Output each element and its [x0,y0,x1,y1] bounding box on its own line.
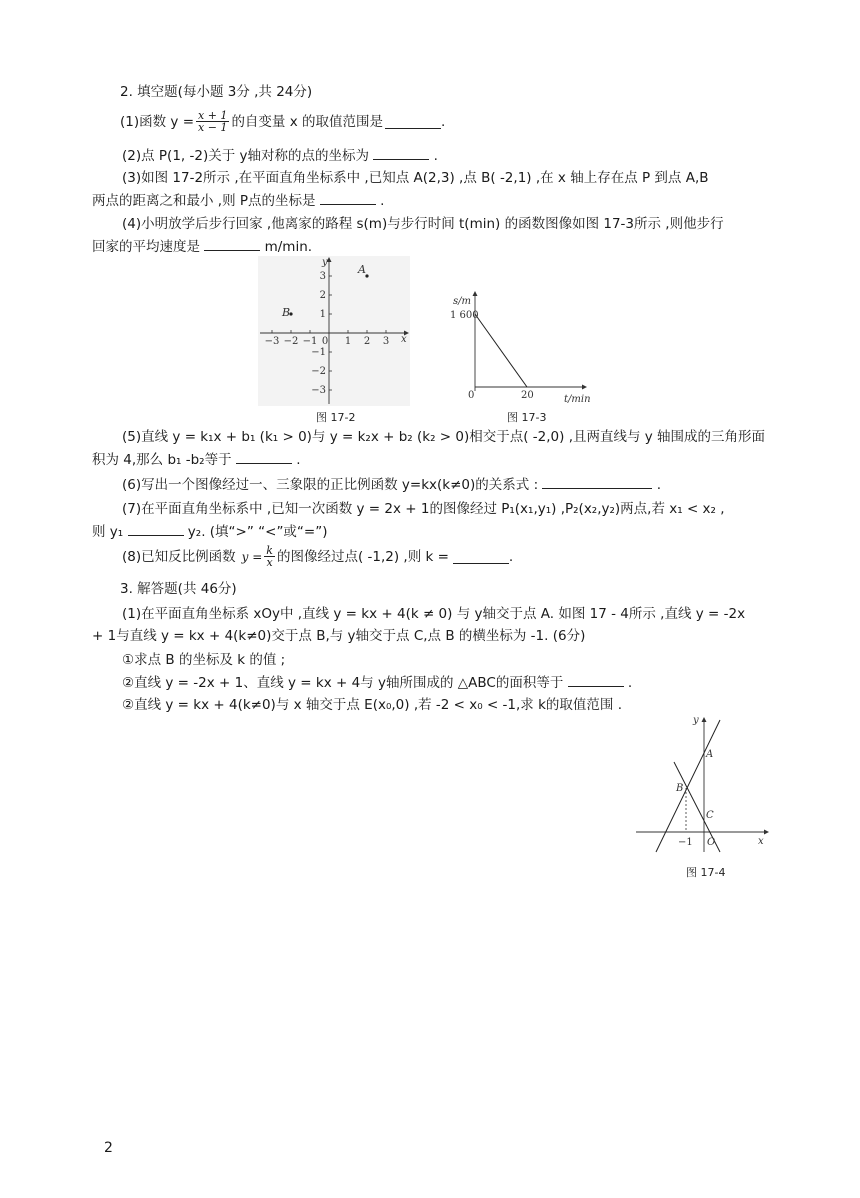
q3-answer-blank[interactable] [320,191,376,205]
question-2-1 [120,110,445,133]
fig2-x-tick: 3 [382,336,390,347]
q2-text: (2)点 P(1, -2)关于 y轴对称的点的坐标为 [122,148,370,164]
figure-17-3 [448,290,593,405]
fig4-x-arrow [764,830,769,835]
fig3-y-tick-label: 1 600 [450,310,479,321]
q6-text: (6)写出一个图像经过一、三象限的正比例函数 y=kx(k≠0)的关系式 : [122,477,539,493]
q1-end: . [441,113,446,130]
page-number: 2 [104,1140,113,1156]
q7-line2-suffix: y₂. (填“>” “<”或“=”) [187,524,328,540]
q3-line2-text: 两点的距离之和最小 ,则 P点的坐标是 [92,193,316,209]
fig4-point-c-label: C [706,810,714,821]
question-2-4-line1: (4)小明放学后步行回家 ,他离家的路程 s(m)与步行时间 t(min) 的函数图像如图 17-3所示 ,则他步行 [122,216,724,232]
q8-answer-blank[interactable] [453,550,509,564]
q1-fraction-denominator: x − 1 [198,121,228,134]
question-3-1-line2: + 1与直线 y = kx + 4(k≠0)交于点 B,与 y轴交于点 C,点 B 的横坐标为 -1. (6分) [92,628,586,644]
fig3-x-arrow [582,385,587,390]
q1-fraction-numerator: x + 1 [198,109,228,122]
q1-answer-blank[interactable] [385,115,441,129]
q4-line2-suffix: m/min. [264,239,313,255]
question-2-8 [122,545,513,568]
section-2-title: 2. 填空题(每小题 3分 ,共 24分) [120,84,313,100]
fig4-origin-label: O [707,837,716,848]
q4-answer-blank[interactable] [204,237,260,251]
q5-answer-blank[interactable] [236,450,292,464]
q8-prefix: (8)已知反比例函数 [122,548,236,565]
q6-answer-blank[interactable] [542,475,652,489]
question-3-1-part2 [122,673,632,692]
fig2-x-tick: −2 [283,336,299,347]
q8-fraction [264,545,275,568]
question-2-3-line1: (3)如图 17-2所示 ,在平面直角坐标系中 ,已知点 A(2,3) ,点 B( -2,1) ,在 x 轴上存在点 P 到点 A,B [122,170,709,186]
q6-end: . [656,477,662,493]
fig3-x-axis-label: t/min [564,394,591,405]
question-2-7-line1: (7)在平面直角坐标系中 ,已知一次函数 y = 2x + 1的图像经过 P₁(x₁,y₁) ,P₂(x₂,y₂)两点,若 x₁ < x₂ , [122,501,725,517]
fig3-y-axis-label: s/m [453,296,471,307]
fig2-y-axis-label: y [322,257,328,268]
fig3-origin-label: 0 [468,390,475,401]
q31-part2-text: ②直线 y = -2x + 1、直线 y = kx + 4与 y轴所围成的 △ABC的面积等于 [122,675,564,691]
question-2-3-line2 [92,191,384,210]
fig2-point-a-label: A [358,263,366,276]
fig2-point-b-label: B [282,306,291,319]
q1-prefix: (1)函数 y = [120,113,195,130]
q3-end: . [380,193,385,209]
q2-end: . [433,148,438,164]
fig3-distance-time-line [475,314,527,387]
figure-17-2-caption: 图 17-2 [316,411,356,424]
q8-fraction-denominator: x [266,556,273,569]
fig2-y-tick: 1 [319,309,326,320]
fig4-y-axis-label: y [693,715,699,726]
q2-answer-blank[interactable] [373,146,429,160]
question-2-5-line1: (5)直线 y = k₁x + b₁ (k₁ > 0)与 y = k₂x + b₂ (k₂ > 0)相交于点( -2,0) ,且两直线与 y 轴围成的三角形面 [122,429,766,445]
section-3-title: 3. 解答题(共 46分) [120,581,237,597]
question-2-4-line2 [92,237,312,256]
figure-17-4-caption: 图 17-4 [686,866,726,879]
fig2-y-tick: 3 [319,271,326,282]
fig2-y-tick: −2 [311,366,326,377]
fig4-y-arrow [702,717,707,722]
q8-end: . [508,548,514,565]
q1-suffix: 的自变量 x 的取值范围是 [231,113,384,130]
q8-fraction-numerator: k [266,544,273,557]
q31-part2-answer-blank[interactable] [568,673,624,687]
question-2-2 [122,146,438,165]
fig4-x-axis-label: x [758,836,764,847]
q1-fraction [196,110,229,133]
fig4-point-a-label: A [706,749,714,760]
fig4-minus-one-label: −1 [678,837,693,848]
question-3-1-part1: ①求点 B 的坐标及 k 的值 ; [122,652,286,668]
fig3-y-arrow [473,291,478,296]
question-2-7-line2 [92,522,328,541]
figure-17-2 [258,256,410,406]
q5-line2-text: 积为 4,那么 b₁ -b₂等于 [92,452,232,468]
fig2-y-tick: −1 [311,347,326,358]
fig2-x-tick: 1 [344,336,352,347]
q31-part2-end: . [627,675,633,691]
q5-end: . [296,452,301,468]
q8-function-lhs: y = [241,549,263,564]
fig2-y-tick: −3 [311,385,326,396]
figure-17-3-caption: 图 17-3 [507,411,547,424]
fig2-x-tick: −1 [302,336,318,347]
question-3-1-line1: (1)在平面直角坐标系 xOy中 ,直线 y = kx + 4(k ≠ 0) 与 y轴交于点 A. 如图 17 - 4所示 ,直线 y = -2x [122,606,746,622]
question-2-6 [122,475,661,494]
q7-answer-blank[interactable] [128,522,184,536]
figure-17-2-background [258,256,410,406]
fig3-x-tick-label: 20 [521,390,534,401]
q7-line2-prefix: 则 y₁ [92,524,124,540]
fig2-y-tick: 2 [319,290,326,301]
fig2-origin-label: 0 [321,336,329,347]
q8-suffix: 的图像经过点( -1,2) ,则 k = [276,548,449,565]
fig2-x-axis-label: x [401,334,407,345]
figure-17-4 [634,714,770,854]
fig2-x-tick: 2 [363,336,371,347]
question-3-1-part3: ②直线 y = kx + 4(k≠0)与 x 轴交于点 E(x₀,0) ,若 -2 < x₀ < -1,求 k的取值范围 . [122,697,622,713]
fig2-x-tick: −3 [264,336,280,347]
question-2-5-line2 [92,450,300,469]
fig4-point-b-label: B [676,783,684,794]
q4-line2-prefix: 回家的平均速度是 [92,239,200,255]
